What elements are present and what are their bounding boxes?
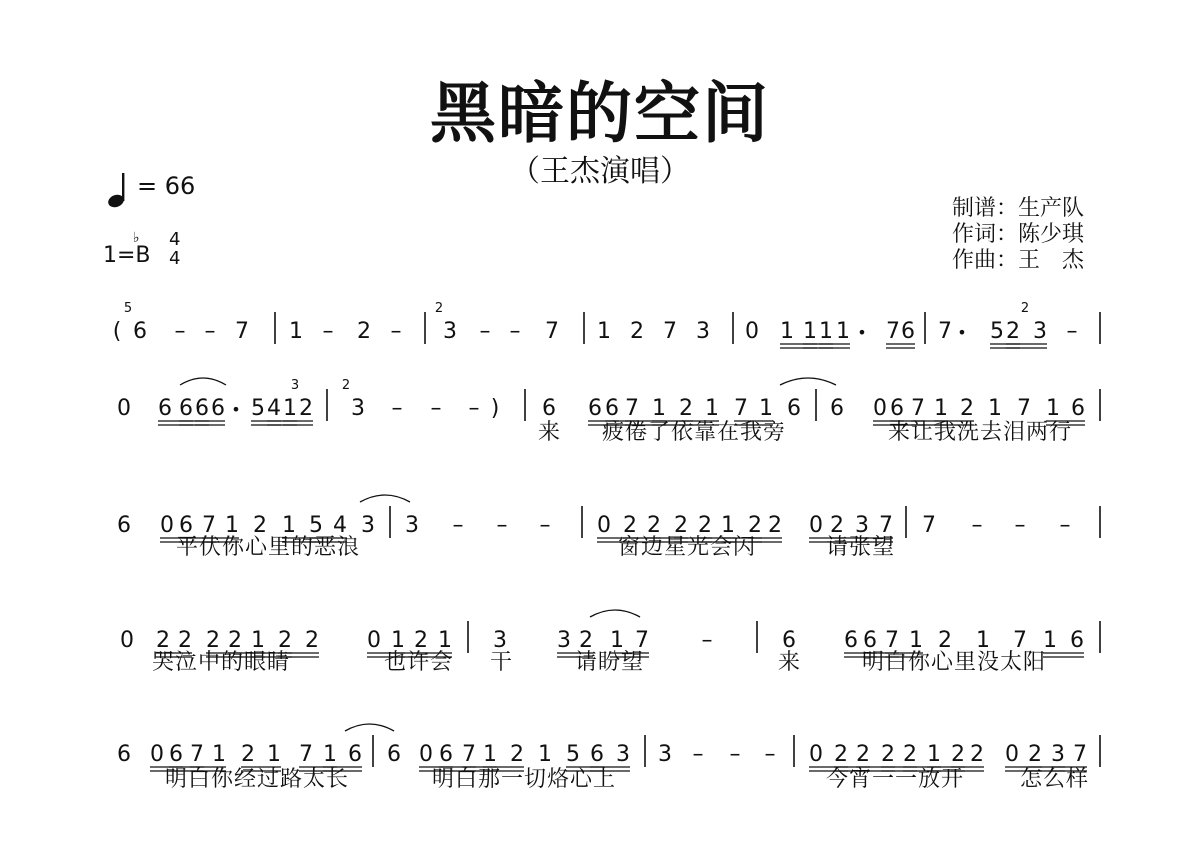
note-digit: 7 [922,513,936,538]
lyric-text: 干 [490,650,514,675]
note-digit: 2 [299,396,313,421]
note-digit: 2 [960,396,974,421]
note-digit: 3 [493,628,507,653]
key-label: 1=B [103,243,151,268]
dash-extension: – [1059,513,1071,538]
note-digit: 2 [357,319,371,344]
lyric-text: 明白那一切烙心上 [432,767,617,792]
note-digit: 6 [348,742,362,767]
slur-arc [780,378,836,385]
note-digit: 6 [439,742,453,767]
note-digit: 1 [283,396,297,421]
note-digit: 0 [1005,742,1019,767]
note-digit: 2 [241,742,255,767]
grace-note: 5 [123,301,133,316]
note-digit: 2 [748,513,762,538]
lyric-text: 来让我洗去泪两行 [888,420,1073,445]
note-digit: 1 [803,319,817,344]
note-digit: 7 [886,319,900,344]
note-digit: 1 [483,742,497,767]
lyric-text: 也许会 [384,650,454,675]
dot-extension: • [957,323,967,342]
dash-extension: – [452,513,464,538]
flat-accidental: ♭ [133,230,140,246]
note-digit: 0 [419,742,433,767]
dash-extension: – [390,319,402,344]
lyric-text: 今宵一一放开 [826,767,965,792]
note-digit: 2 [228,628,242,653]
note-digit: 2 [305,628,319,653]
note-digit: 2 [414,628,428,653]
note-digit: 1 [610,628,624,653]
note-digit: 2 [674,513,688,538]
note-digit: 3 [351,396,365,421]
note-digit: 0 [367,628,381,653]
note-digit: 7 [1013,628,1027,653]
note-digit: 1 [267,742,281,767]
note-digit: 3 [405,513,419,538]
note-digit: 2 [698,513,712,538]
note-digit: 1 [759,396,773,421]
note-digit: 2 [623,513,637,538]
note-digit: 6 [169,742,183,767]
grace-note: 2 [1020,301,1030,316]
note-digit: 2 [903,742,917,767]
note-digit: 3 [696,319,710,344]
dash-extension: – [204,319,216,344]
dot-extension: • [857,323,867,342]
note-digit: 1 [988,396,1002,421]
note-digit: 1 [1043,628,1057,653]
note-digit: 6 [605,396,619,421]
note-digit: 6 [1071,396,1085,421]
dash-extension: – [391,396,403,421]
note-digit: 2 [647,513,661,538]
note-digit: 3 [361,513,375,538]
note-digit: 0 [745,319,759,344]
note-digit: 6 [158,396,172,421]
note-digit: 3 [855,513,869,538]
note-digit: 6 [782,628,796,653]
lyric-text: 明白你心里没太阳 [862,650,1047,675]
note-digit: 1 [652,396,666,421]
note-digit: 2 [834,742,848,767]
note-digit: 0 [120,628,134,653]
note-digit: 6 [890,396,904,421]
note-digit: 5 [251,396,265,421]
note-digit: 2 [510,742,524,767]
dash-extension: – [322,319,334,344]
dot-extension: • [231,400,241,419]
grace-note: 3 [290,378,300,393]
note-digit: 6 [1070,628,1084,653]
note-digit: 1 [438,628,452,653]
note-digit: 1 [705,396,719,421]
dash-extension: – [764,742,776,767]
lyric-text: 哭泣中的眼睛 [152,650,291,675]
note-digit: 3 [443,319,457,344]
note-digit: 4 [267,396,281,421]
credit-notation: 制谱：生产队 [952,196,1085,221]
meter-top: 4 [169,229,181,250]
note-digit: 5 [990,319,1004,344]
note-digit: 6 [211,396,225,421]
note-digit: 6 [590,742,604,767]
note-digit: 2 [881,742,895,767]
note-digit: 2 [579,628,593,653]
note-digit: 0 [117,396,131,421]
note-digit: 1 [212,742,226,767]
note-digit: 3 [557,628,571,653]
note-digit: 1 [836,319,850,344]
note-digit: 7 [911,396,925,421]
note-digit: 2 [970,742,984,767]
dash-extension: – [430,396,442,421]
note-digit: 2 [630,319,644,344]
lyric-text: 怎么样 [1020,767,1090,792]
note-digit: 1 [597,319,611,344]
note-digit: 7 [1017,396,1031,421]
note-digit: 0 [873,396,887,421]
note-digit: 2 [206,628,220,653]
dash-extension: – [496,513,508,538]
note-digit: 1 [927,742,941,767]
note-digit: 1 [391,628,405,653]
note-digit: 7 [462,742,476,767]
note-digit: 2 [278,628,292,653]
note-digit: 0 [809,513,823,538]
note-digit: 6 [787,396,801,421]
note-digit: 6 [387,742,401,767]
note-digit: 6 [179,396,193,421]
note-digit: 7 [235,319,249,344]
note-digit: 2 [253,513,267,538]
note-digit: 1 [1046,396,1060,421]
dash-extension: – [1014,513,1026,538]
note-digit: 6 [901,319,915,344]
note-digit: 0 [160,513,174,538]
dash-extension: – [509,319,521,344]
note-digit: 0 [809,742,823,767]
note-digit: 0 [597,513,611,538]
note-digit: 1 [225,513,239,538]
note-digit: 3 [1051,742,1065,767]
note-digit: 4 [333,513,347,538]
note-digit: 7 [879,513,893,538]
note-digit: 1 [780,319,794,344]
credit-music: 作曲：王 杰 [952,248,1085,273]
dash-extension: – [701,628,713,653]
note-digit: 6 [830,396,844,421]
note-digit: 6 [117,742,131,767]
note-digit: 2 [156,628,170,653]
note-digit: 1 [538,742,552,767]
note-digit: 5 [566,742,580,767]
note-digit: 6 [588,396,602,421]
note-digit: 7 [938,319,952,344]
credit-lyrics: 作词：陈少琪 [952,222,1085,247]
lyric-text: 疲倦了依靠在我旁 [602,420,787,445]
lyric-text: 请盼望 [575,650,645,675]
dash-extension: – [692,742,704,767]
note-digit: 1 [289,319,303,344]
note-digit: 2 [679,396,693,421]
note-digit: 1 [934,396,948,421]
note-digit: 6 [195,396,209,421]
note-digit: 2 [830,513,844,538]
note-digit: 6 [863,628,877,653]
note-digit: 3 [658,742,672,767]
note-digit: 6 [179,513,193,538]
note-digit: 2 [1006,319,1020,344]
lyric-text: 平伏你心里的恶浪 [176,535,361,560]
note-digit: 7 [1073,742,1087,767]
note-digit: 7 [885,628,899,653]
note-digit: 5 [309,513,323,538]
grace-note: 2 [341,378,351,393]
note-digit: ( [112,319,122,344]
meter-bottom: 4 [169,248,181,269]
note-digit: 7 [635,628,649,653]
note-digit: 7 [190,742,204,767]
note-digit: 2 [938,628,952,653]
note-digit: 1 [909,628,923,653]
note-digit: ) [490,396,500,421]
dash-extension: – [174,319,186,344]
note-digit: 7 [299,742,313,767]
slur-arc [360,495,410,502]
note-digit: 7 [625,396,639,421]
lyric-text: 明白你经过路太长 [165,767,350,792]
dash-extension: – [468,396,480,421]
note-digit: 7 [734,396,748,421]
note-digit: 3 [616,742,630,767]
slur-arc [590,610,640,617]
grace-note: 2 [434,301,444,316]
note-digit: 1 [721,513,735,538]
note-digit: 6 [133,319,147,344]
note-digit: 6 [844,628,858,653]
note-digit: 0 [150,742,164,767]
note-digit: 2 [856,742,870,767]
note-digit: 2 [178,628,192,653]
note-digit: 7 [663,319,677,344]
note-digit: 2 [1028,742,1042,767]
song-title: 黑暗的空间 [430,75,770,152]
note-digit: 7 [202,513,216,538]
dash-extension: – [1066,319,1078,344]
note-digit: 1 [976,628,990,653]
slur-arc [180,378,226,385]
dash-extension: – [479,319,491,344]
dash-extension: – [971,513,983,538]
note-digit: 1 [819,319,833,344]
note-digit: 6 [542,396,556,421]
note-digit: 1 [323,742,337,767]
note-digit: 3 [1033,319,1047,344]
note-digit: 7 [545,319,559,344]
note-digit: 1 [251,628,265,653]
lyric-text: 来 [538,420,562,445]
note-digit: 1 [282,513,296,538]
slur-arc [345,724,394,731]
dash-extension: – [539,513,551,538]
tempo-value: = 66 [137,172,196,200]
song-subtitle: （王杰演唱） [510,154,690,189]
lyric-text: 来 [778,650,802,675]
note-digit: 2 [951,742,965,767]
lyric-text: 请张望 [826,535,896,560]
note-digit: 6 [117,513,131,538]
dash-extension: – [729,742,741,767]
note-digit: 2 [768,513,782,538]
lyric-text: 窗边星光会闪 [618,535,757,560]
